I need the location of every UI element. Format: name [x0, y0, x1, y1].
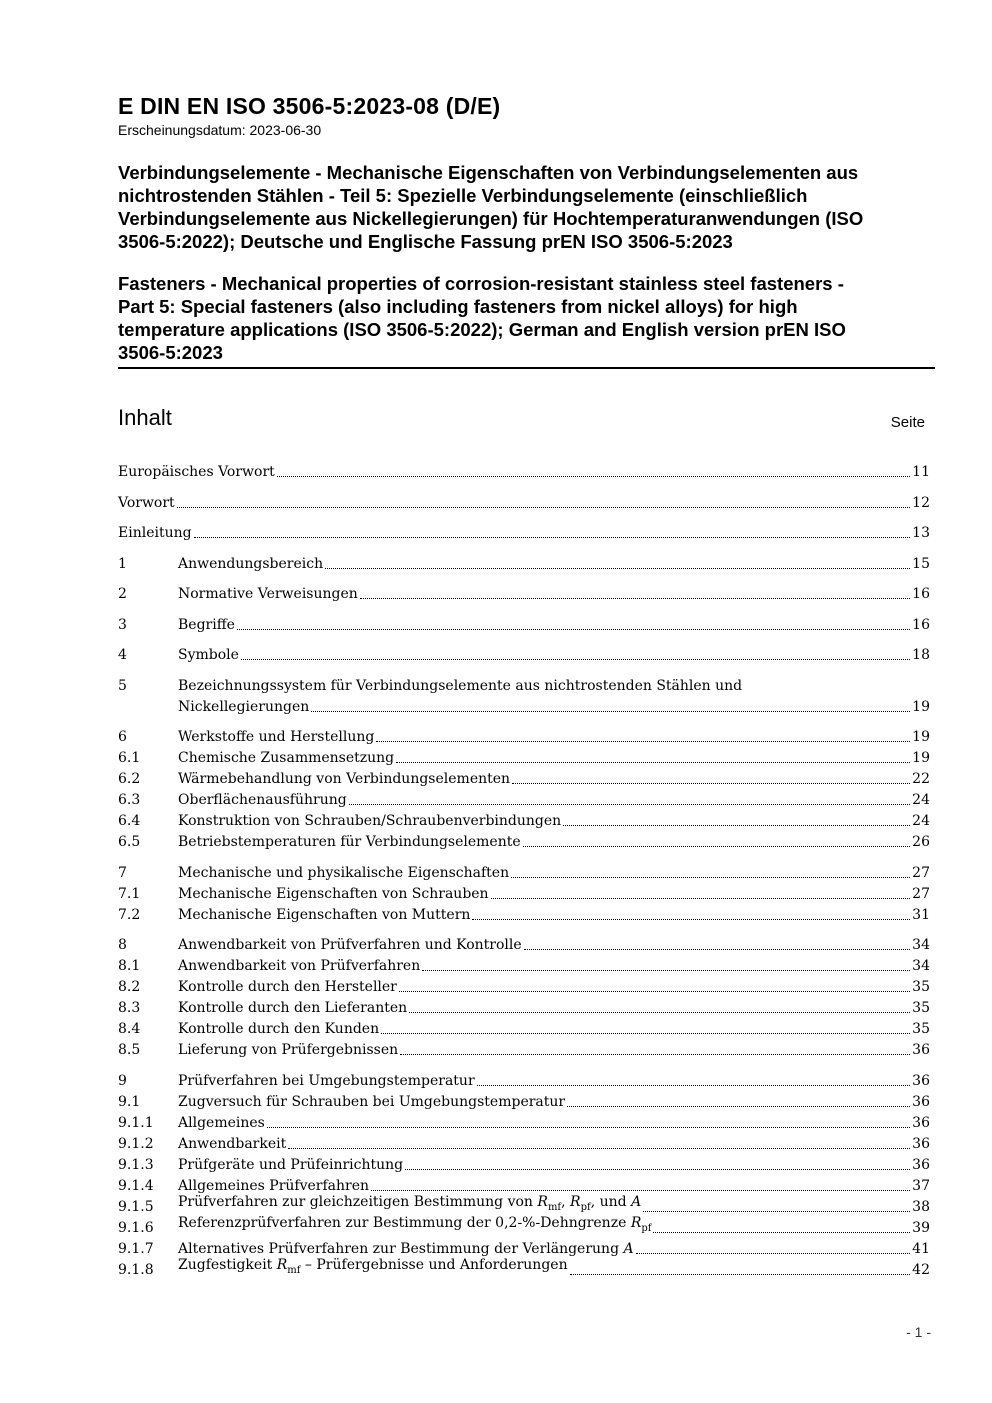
toc-entry-label: Prüfgeräte und Prüfeinrichtung: [178, 1156, 404, 1173]
toc-entry: [118, 1092, 930, 1113]
toc-entry-page: 38: [912, 1198, 930, 1215]
toc-entry-label: Betriebstemperaturen für Verbindungselemente: [178, 834, 521, 850]
toc-entry: [118, 884, 930, 905]
toc-entry-line: [178, 615, 930, 636]
toc-entry-label: Allgemeines Prüfverfahren: [178, 1177, 370, 1194]
dot-leader: [360, 598, 910, 599]
toc-entry-page: 36: [912, 1093, 930, 1110]
dot-leader: [277, 476, 910, 477]
title-de-line: nichtrostenden Stählen - Teil 5: Spezielle Verbindungselemente (einschließlich: [118, 185, 808, 206]
toc-entry-page: 36: [912, 1135, 930, 1152]
toc-entry: [118, 584, 930, 605]
toc-entry-number: 6.4: [118, 813, 141, 829]
toc-entry: [118, 676, 930, 718]
toc-entry-line: [178, 1134, 930, 1155]
toc-entry-label: Kontrolle durch den Kunden: [178, 1021, 380, 1037]
title-de-line: Verbindungselemente aus Nickellegierungen) für Hochtemperaturanwendungen (ISO: [118, 208, 864, 229]
toc-entry-number: 8: [118, 937, 127, 953]
toc-entry-page: 27: [912, 864, 930, 881]
toc-entry-number: 8.5: [118, 1042, 141, 1058]
toc-entry: [118, 462, 930, 483]
toc-entry-page: 12: [912, 494, 930, 511]
toc-entry-line: [178, 884, 930, 905]
toc-entry: [118, 998, 930, 1019]
toc-entry: [118, 863, 930, 884]
toc-entry-line: [178, 1155, 930, 1176]
toc-entry-label: Kontrolle durch den Hersteller: [178, 979, 397, 995]
toc-entry-number: 9.1.6: [118, 1219, 154, 1236]
toc-entry-number: 2: [118, 586, 127, 602]
toc-entry: [118, 493, 930, 514]
toc-entry: [118, 727, 930, 748]
dot-leader: [194, 537, 911, 538]
toc-entry-label: Anwendbarkeit von Prüfverfahren und Kontrolle: [178, 937, 522, 953]
toc-entry-label: Begriffe: [178, 616, 235, 633]
toc-entry-page: 24: [912, 813, 930, 829]
toc-entry-label: Referenzprüfverfahren zur Bestimmung der 0,2-%-Dehngrenze $R_{pf}$: [178, 1214, 652, 1234]
toc-entry-line: [178, 1019, 930, 1040]
toc-entry-label: Chemische Zusammensetzung: [178, 750, 395, 766]
toc-entry-number: 5: [118, 677, 127, 694]
dot-leader: [376, 741, 910, 742]
toc-entry-label: Lieferung von Prüfergebnissen: [178, 1042, 399, 1058]
toc-entry-page: 41: [912, 1240, 930, 1257]
toc-entry-line: [178, 1071, 930, 1092]
toc-entry: [118, 956, 930, 977]
toc-entry-line: [178, 584, 930, 605]
dot-leader: [491, 898, 911, 899]
toc-entry: [118, 1214, 930, 1239]
toc-entry-number: 9.1.2: [118, 1135, 154, 1152]
toc-entry: [118, 977, 930, 998]
dot-leader: [512, 783, 910, 784]
toc-entry-page: 35: [912, 1021, 930, 1037]
dot-leader: [371, 1190, 910, 1191]
dot-leader: [237, 629, 910, 630]
toc-entry-number: 8.3: [118, 1000, 141, 1016]
toc-entry: [118, 1256, 930, 1281]
toc-entry-line: [118, 462, 930, 483]
toc-entry-label: Einleitung: [118, 525, 192, 541]
dot-leader: [653, 1232, 910, 1233]
toc-entry-number: 9.1.7: [118, 1240, 154, 1257]
toc-heading-row: [118, 405, 930, 435]
toc-entry-number: 4: [118, 647, 127, 663]
toc-entry: [118, 748, 930, 769]
toc-entry-page: 11: [912, 464, 930, 480]
toc-entry-page: 42: [912, 1261, 930, 1278]
toc-entry-page: 15: [912, 555, 930, 572]
toc-entry: [118, 645, 930, 666]
dot-leader: [267, 1127, 910, 1128]
toc-entry-number: 3: [118, 616, 127, 633]
toc-entry-label: Nickellegierungen: [178, 698, 310, 715]
toc-entry-line: [178, 935, 930, 956]
toc-entry-label: Kontrolle durch den Lieferanten: [178, 1000, 408, 1016]
toc-entry-label: Konstruktion von Schrauben/Schraubenverbindungen: [178, 813, 562, 829]
toc-entry-line: [178, 554, 930, 575]
dot-leader: [399, 991, 910, 992]
toc-entry-page: 39: [912, 1219, 930, 1236]
toc-entry-line: [178, 905, 930, 926]
toc-entry-number: 6.2: [118, 771, 141, 787]
header-divider: [118, 367, 935, 369]
toc-entry: [118, 554, 930, 575]
dot-leader: [381, 1033, 910, 1034]
dot-leader: [567, 1106, 910, 1107]
dot-leader: [288, 1148, 910, 1149]
toc-entry-label: Symbole: [178, 647, 239, 663]
toc-entry-page: 19: [912, 729, 930, 745]
toc-entry-number: 9: [118, 1072, 127, 1089]
title-english: [118, 272, 934, 364]
toc-entry-page: 35: [912, 1000, 930, 1016]
toc-entry-number: 9.1.3: [118, 1156, 154, 1173]
toc-entry: [118, 790, 930, 811]
publication-date: Erscheinungsdatum: 2023-06-30: [118, 122, 322, 138]
toc-entry-label: Anwendbarkeit von Prüfverfahren: [178, 958, 421, 974]
toc-entry-line: [178, 1214, 930, 1239]
toc-entry-label: Mechanische Eigenschaften von Muttern: [178, 906, 471, 923]
dot-leader: [311, 711, 910, 712]
toc-entry-number: 9.1: [118, 1093, 141, 1110]
dot-leader: [422, 970, 910, 971]
toc-entry-line: [178, 956, 930, 977]
title-de-line: Verbindungselemente - Mechanische Eigenschaften von Verbindungselementen aus: [118, 162, 859, 183]
toc-entry-label-line: Bezeichnungssystem für Verbindungselemente aus nichtrostenden Stählen und: [178, 677, 743, 694]
title-german: [118, 161, 934, 253]
dot-leader: [636, 1253, 911, 1254]
toc-entry-page: 18: [912, 647, 930, 663]
toc-entry-line: [178, 1092, 930, 1113]
dot-leader: [511, 877, 910, 878]
toc-entry-page: 36: [912, 1072, 930, 1089]
toc-entry: [118, 811, 930, 832]
toc-entry-label: Mechanische Eigenschaften von Schrauben: [178, 885, 489, 902]
dot-leader: [643, 1211, 910, 1212]
toc-entry: [118, 1134, 930, 1155]
dot-leader: [563, 825, 910, 826]
toc-entry-line: [178, 790, 930, 811]
toc-entry-number: 9.1.5: [118, 1198, 154, 1215]
toc-entry-label: Alternatives Prüfverfahren zur Bestimmung der Verlängerung A: [178, 1240, 634, 1257]
title-de-line: 3506-5:2022); Deutsche und Englische Fassung prEN ISO 3506-5:2023: [118, 231, 733, 252]
toc-entry-page: 19: [912, 750, 930, 766]
toc-entry-page: 22: [912, 771, 930, 787]
toc-entry-number: 6: [118, 729, 127, 745]
dot-leader: [177, 507, 910, 508]
toc-entry-number: 7.2: [118, 906, 141, 923]
toc-entry-line: [178, 832, 930, 853]
dot-leader: [477, 1085, 911, 1086]
toc-entry-line: [178, 863, 930, 884]
toc-entry-label: Anwendungsbereich: [178, 555, 324, 572]
toc-entry-label: Prüfverfahren zur gleichzeitigen Bestimmung von $R_{mf}$, $R_{pf}$, und A: [178, 1193, 642, 1213]
toc-entry-page: 13: [912, 525, 930, 541]
toc-entry-page: 34: [912, 937, 930, 953]
toc-entry-page: 36: [912, 1156, 930, 1173]
toc-entry: [118, 1113, 930, 1134]
page-number: - 1 -: [906, 1324, 931, 1340]
toc-entry-page: 35: [912, 979, 930, 995]
toc-entry-page: 24: [912, 792, 930, 808]
toc-entry-label: Anwendbarkeit: [178, 1135, 287, 1152]
toc-entry-page: 31: [912, 906, 930, 923]
toc-entry-label: Europäisches Vorwort: [118, 464, 275, 480]
toc-entry-label: Prüfverfahren bei Umgebungstemperatur: [178, 1072, 475, 1089]
dot-leader: [523, 846, 911, 847]
toc-entry-label: Zugversuch für Schrauben bei Umgebungstemperatur: [178, 1093, 566, 1110]
toc-entry-page: 34: [912, 958, 930, 974]
toc-entry: [118, 1071, 930, 1092]
toc-entry-line: [178, 1256, 930, 1281]
dot-leader: [396, 762, 910, 763]
dot-leader: [472, 919, 910, 920]
toc-entry-label: Vorwort: [118, 494, 175, 511]
toc-entry: [118, 1019, 930, 1040]
toc-entry-page: 36: [912, 1114, 930, 1131]
toc-entry-label: Oberflächenausführung: [178, 792, 347, 808]
dot-leader: [570, 1274, 911, 1275]
toc-entry: [118, 905, 930, 926]
toc-entry-line: [178, 727, 930, 748]
title-en-line: 3506-5:2023: [118, 342, 223, 363]
toc-entry-number: 7: [118, 864, 127, 881]
toc-entry-label: Allgemeines: [178, 1114, 265, 1131]
toc-entry-label: Wärmebehandlung von Verbindungselementen: [178, 771, 511, 787]
dot-leader: [400, 1054, 910, 1055]
toc-entry-number: 8.1: [118, 958, 141, 974]
document-id: E DIN EN ISO 3506-5:2023-08 (D/E): [118, 93, 501, 119]
toc-entry-number: 6.5: [118, 834, 141, 850]
toc-entry: [118, 615, 930, 636]
toc-entry-number: 6.3: [118, 792, 141, 808]
toc-entry-page: 26: [912, 834, 930, 850]
toc-entry-line: [178, 748, 930, 769]
toc-entry: [118, 1040, 930, 1061]
toc-entry-line: [118, 523, 930, 544]
toc-entry-line: [178, 811, 930, 832]
toc-entry: [118, 832, 930, 853]
dot-leader: [524, 949, 911, 950]
toc-entry-number: 7.1: [118, 885, 141, 902]
dot-leader: [409, 1012, 910, 1013]
toc-entry: [118, 1155, 930, 1176]
toc-entry-line: [178, 769, 930, 790]
title-en-line: Part 5: Special fasteners (also including fasteners from nickel alloys) for high: [118, 296, 798, 317]
toc-entry-page: 16: [912, 586, 930, 602]
toc-entry-number: 6.1: [118, 750, 141, 766]
title-en-line: temperature applications (ISO 3506-5:2022); German and English version prEN ISO: [118, 319, 846, 340]
toc-entry-page: 37: [912, 1177, 930, 1194]
toc-entry-page: 27: [912, 885, 930, 902]
toc-entry-line: [178, 998, 930, 1019]
toc-entry-line: [178, 1040, 930, 1061]
dot-leader: [405, 1169, 910, 1170]
toc-entry-number: 9.1.1: [118, 1114, 154, 1131]
title-en-line: Fasteners - Mechanical properties of corrosion-resistant stainless steel fasteners -: [118, 273, 844, 294]
toc-entry-line: [118, 493, 930, 514]
toc-entry-number: 8.4: [118, 1021, 141, 1037]
toc-entry-page: 16: [912, 616, 930, 633]
toc-entry-number: 9.1.8: [118, 1261, 154, 1278]
document-header: [118, 92, 934, 369]
toc-entry-number: 1: [118, 555, 127, 572]
toc-entry-number: 8.2: [118, 979, 141, 995]
dot-leader: [349, 804, 910, 805]
table-of-contents: [118, 462, 930, 1281]
toc-entry-label: Werkstoffe und Herstellung: [178, 729, 375, 745]
toc-entry-page: 19: [912, 698, 930, 715]
toc-page-column-label: Seite: [890, 414, 925, 431]
toc-entry-number: 9.1.4: [118, 1177, 154, 1194]
toc-entry: [118, 935, 930, 956]
toc-entry: [118, 523, 930, 544]
dot-leader: [325, 568, 910, 569]
toc-entry: [118, 769, 930, 790]
toc-entry-label: Mechanische und physikalische Eigenschaften: [178, 864, 510, 881]
toc-entry-label: Zugfestigkeit $R_{mf}$ – Prüfergebnisse und Anforderungen: [178, 1256, 568, 1276]
dot-leader: [241, 659, 910, 660]
toc-title: Inhalt: [118, 405, 172, 430]
toc-entry-line: [178, 977, 930, 998]
toc-entry-line: [178, 1113, 930, 1134]
toc-entry-line: [178, 697, 930, 718]
toc-entry-line: [178, 645, 930, 666]
toc-entry-label: Normative Verweisungen: [178, 586, 358, 602]
toc-entry-page: 36: [912, 1042, 930, 1058]
